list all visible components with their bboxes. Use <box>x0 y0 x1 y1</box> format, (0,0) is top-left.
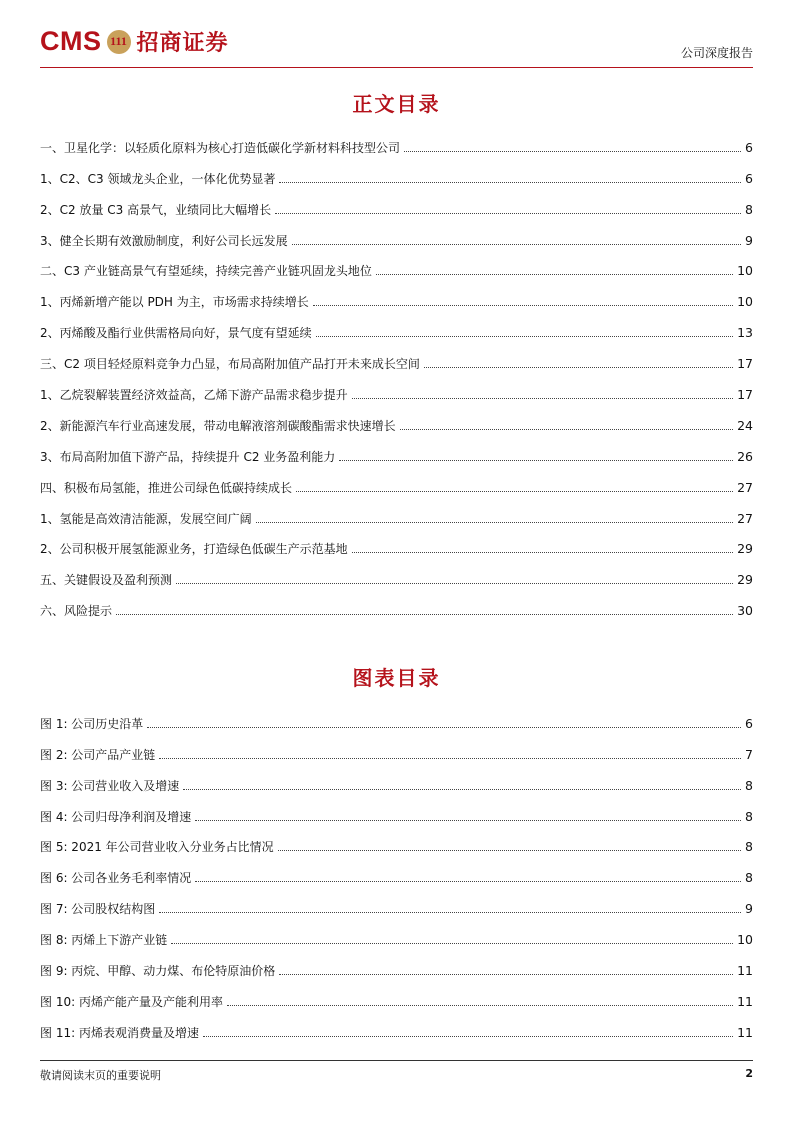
toc-entry[interactable] <box>40 495 753 526</box>
toc-entry[interactable] <box>40 556 753 587</box>
figure-entry[interactable] <box>40 947 753 978</box>
dot-leader <box>352 552 733 553</box>
toc-entry-label: 五、关键假设及盈利预测 <box>40 573 173 588</box>
toc-entry-page: 17 <box>737 387 753 403</box>
toc-entry-page: 17 <box>737 356 753 372</box>
toc-list <box>40 124 753 618</box>
toc-entry-page: 10 <box>737 263 753 279</box>
figure-entry-page: 11 <box>737 1024 753 1040</box>
toc-entry[interactable] <box>40 371 753 402</box>
page-header <box>40 26 753 66</box>
dot-leader <box>400 429 733 430</box>
dot-leader <box>279 182 741 183</box>
dot-leader <box>195 820 741 821</box>
figure-list <box>40 700 753 1040</box>
figure-entry-page: 10 <box>737 932 753 948</box>
toc-entry-page: 29 <box>737 572 753 588</box>
figure-entry-label: 图 8: 丙烯上下游产业链 <box>40 933 168 948</box>
dot-leader <box>159 912 741 913</box>
toc-entry[interactable] <box>40 464 753 495</box>
dot-leader <box>376 274 733 275</box>
figure-entry[interactable] <box>40 916 753 947</box>
figure-entry[interactable] <box>40 793 753 824</box>
figure-entry[interactable] <box>40 824 753 855</box>
figure-entry-label: 图 6: 公司各业务毛利率情况 <box>40 871 192 886</box>
figure-entry[interactable] <box>40 700 753 731</box>
figure-entry-label: 图 5: 2021 年公司营业收入分业务占比情况 <box>40 840 274 855</box>
dot-leader <box>275 213 741 214</box>
toc-entry-page: 29 <box>737 541 753 557</box>
toc-entry-page: 27 <box>737 479 753 495</box>
page-footer <box>40 1059 753 1082</box>
report-type-label: 公司深度报告 <box>680 46 753 60</box>
dot-leader <box>404 151 741 152</box>
toc-entry-page: 30 <box>737 603 753 619</box>
toc-entry-label: 3、健全长期有效激励制度，利好公司长远发展 <box>40 233 288 248</box>
figures-title: 图表目录 <box>352 666 441 690</box>
toc-entry[interactable] <box>40 278 753 309</box>
toc-entry-page: 9 <box>745 232 753 248</box>
figure-entry-page: 8 <box>745 839 753 855</box>
company-logo <box>40 26 229 57</box>
dot-leader <box>424 367 733 368</box>
dot-leader <box>296 491 733 492</box>
toc-entry[interactable] <box>40 587 753 618</box>
figure-entry[interactable] <box>40 762 753 793</box>
figure-entry-page: 11 <box>737 963 753 979</box>
dot-leader <box>176 583 733 584</box>
toc-entry-label: 2、丙烯酸及酯行业供需格局向好，景气度有望延续 <box>40 326 312 341</box>
figure-entry[interactable] <box>40 885 753 916</box>
dot-leader <box>316 336 733 337</box>
figure-entry[interactable] <box>40 731 753 762</box>
toc-entry[interactable] <box>40 217 753 248</box>
toc-entry-page: 6 <box>745 139 753 155</box>
figure-entry-label: 图 4: 公司归母净利润及增速 <box>40 809 192 824</box>
toc-entry-page: 10 <box>737 294 753 310</box>
toc-entry-label: 一、卫星化学：以轻质化原料为核心打造低碳化学新材料科技型公司 <box>40 140 401 155</box>
figure-entry[interactable] <box>40 854 753 885</box>
toc-entry-page: 27 <box>737 510 753 526</box>
toc-entry[interactable] <box>40 124 753 155</box>
logo-company-name: 招商证券 <box>136 30 229 56</box>
toc-entry-label: 2、公司积极开展氢能源业务，打造绿色低碳生产示范基地 <box>40 542 348 557</box>
dot-leader <box>292 244 741 245</box>
toc-entry[interactable] <box>40 526 753 557</box>
toc-entry-label: 2、新能源汽车行业高速发展，带动电解液溶剂碳酸酯需求快速增长 <box>40 418 396 433</box>
figure-entry-label: 图 9: 丙烷、甲醇、动力煤、布伦特原油价格 <box>40 964 276 979</box>
toc-entry-label: 1、乙烷裂解装置经济效益高，乙烯下游产品需求稳步提升 <box>40 388 348 403</box>
dot-leader <box>256 522 733 523</box>
page-number: 2 <box>745 1067 753 1080</box>
figure-entry-label: 图 1: 公司历史沿革 <box>40 716 144 731</box>
logo-cms-text: CMS <box>40 26 102 56</box>
header-divider <box>40 67 753 68</box>
toc-title: 正文目录 <box>352 92 441 116</box>
dot-leader <box>195 881 741 882</box>
figure-entry[interactable] <box>40 1009 753 1040</box>
figure-entry-label: 图 2: 公司产品产业链 <box>40 747 156 762</box>
toc-entry[interactable] <box>40 248 753 279</box>
logo-emblem-icon: 111 <box>107 30 131 54</box>
toc-entry-page: 24 <box>737 417 753 433</box>
dot-leader <box>159 758 741 759</box>
toc-entry[interactable] <box>40 309 753 340</box>
dot-leader <box>147 727 741 728</box>
dot-leader <box>116 614 733 615</box>
toc-entry[interactable] <box>40 155 753 186</box>
dot-leader <box>352 398 733 399</box>
toc-entry-label: 四、积极布局氢能，推进公司绿色低碳持续成长 <box>40 480 293 495</box>
toc-entry-label: 1、C2、C3 领域龙头企业，一体化优势显著 <box>40 171 276 186</box>
dot-leader <box>278 850 741 851</box>
figure-entry-page: 9 <box>745 901 753 917</box>
toc-entry-label: 1、丙烯新增产能以 PDH 为主，市场需求持续增长 <box>40 295 309 310</box>
figure-entry-label: 图 3: 公司营业收入及增速 <box>40 778 180 793</box>
dot-leader <box>313 305 733 306</box>
figure-entry-page: 7 <box>745 746 753 762</box>
toc-entry[interactable] <box>40 340 753 371</box>
toc-entry-label: 3、布局高附加值下游产品，持续提升 C2 业务盈利能力 <box>40 449 336 464</box>
figure-entry-page: 11 <box>737 993 753 1009</box>
toc-entry-label: 三、C2 项目轻烃原料竞争力凸显，布局高附加值产品打开未来成长空间 <box>40 357 420 372</box>
toc-entry-page: 6 <box>745 170 753 186</box>
toc-entry[interactable] <box>40 186 753 217</box>
figure-entry-page: 6 <box>745 715 753 731</box>
dot-leader <box>171 943 733 944</box>
dot-leader <box>203 1036 733 1037</box>
toc-entry-page: 26 <box>737 448 753 464</box>
figure-entry-page: 8 <box>745 870 753 886</box>
figure-entry[interactable] <box>40 978 753 1009</box>
figure-entry-label: 图 10: 丙烯产能产量及产能利用率 <box>40 994 223 1009</box>
toc-entry[interactable] <box>40 433 753 464</box>
disclaimer-note: 敬请阅读末页的重要说明 <box>40 1069 161 1082</box>
dot-leader <box>279 974 733 975</box>
toc-entry-label: 六、风险提示 <box>40 604 113 619</box>
toc-entry-label: 2、C2 放量 C3 高景气，业绩同比大幅增长 <box>40 202 272 217</box>
figure-entry-label: 图 7: 公司股权结构图 <box>40 902 156 917</box>
dot-leader <box>183 789 741 790</box>
figure-entry-page: 8 <box>745 808 753 824</box>
toc-entry-label: 二、C3 产业链高景气有望延续，持续完善产业链巩固龙头地位 <box>40 264 372 279</box>
dot-leader <box>227 1005 733 1006</box>
dot-leader <box>339 460 733 461</box>
figure-entry-label: 图 11: 丙烯表观消费量及增速 <box>40 1025 199 1040</box>
toc-entry-label: 1、氢能是高效清洁能源，发展空间广阔 <box>40 511 252 526</box>
toc-entry-page: 13 <box>737 325 753 341</box>
toc-entry-page: 8 <box>745 201 753 217</box>
figure-entry-page: 8 <box>745 777 753 793</box>
toc-entry[interactable] <box>40 402 753 433</box>
